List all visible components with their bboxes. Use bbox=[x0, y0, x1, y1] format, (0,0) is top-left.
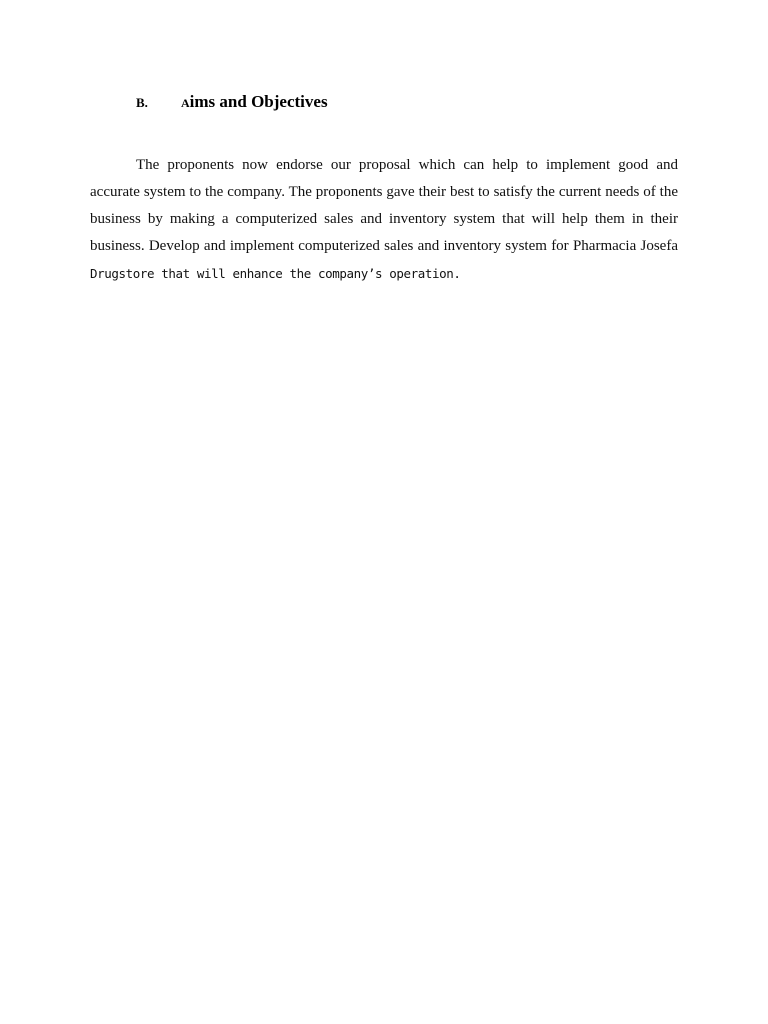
section-title-rest: ims and Objectives bbox=[189, 92, 328, 111]
body-paragraph-main: The proponents now endorse our proposal which can help to implement good and accurate system to the company. The proponents gave their best to satisfy the current needs of the business by making a computerized sales and inventory system that will help them in their business. Develop and implement computerized sales and inventory system for Pharmacia Josefa bbox=[90, 157, 678, 254]
section-marker: B. bbox=[136, 95, 148, 110]
section-title bbox=[181, 92, 328, 112]
section-heading bbox=[136, 92, 328, 112]
body-paragraph bbox=[90, 152, 678, 288]
body-paragraph-tail: Drugstore that will enhance the company’s operation. bbox=[90, 266, 461, 281]
section-title-first-letter: A bbox=[181, 96, 190, 110]
